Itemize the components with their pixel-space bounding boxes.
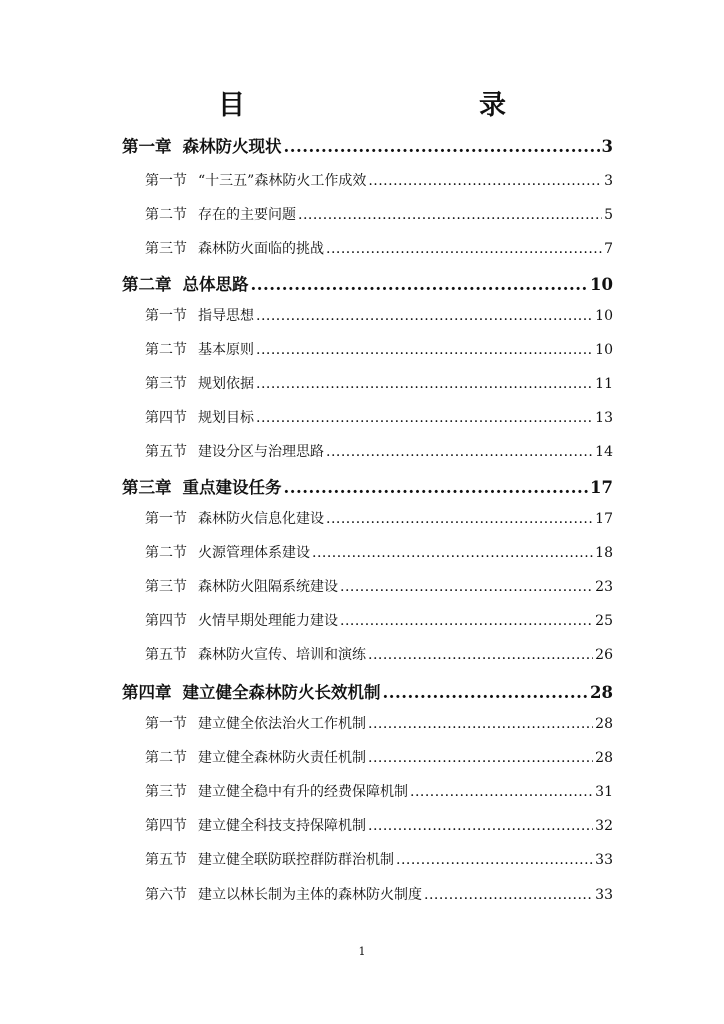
toc-page-number: 3 [604, 173, 613, 189]
toc-chapter-entry[interactable] [122, 474, 613, 498]
toc-entry-text: 存在的主要问题 [198, 207, 296, 223]
toc-entry-number: 第二节 [145, 545, 187, 561]
toc-entry-label [145, 815, 366, 835]
toc-entry-label [145, 849, 394, 869]
toc-entry-number: 第一章 [122, 137, 172, 156]
toc-dot-leader [326, 511, 593, 527]
toc-dot-leader [256, 410, 593, 426]
toc-section-entry[interactable] [145, 713, 613, 733]
toc-page-number: 10 [595, 342, 613, 358]
toc-entry-number: 第三节 [145, 784, 187, 800]
toc-title: 目 录 [218, 90, 566, 121]
toc-entry-label [145, 747, 366, 767]
toc-entry-text: “十三五”森林防火工作成效 [198, 173, 367, 189]
toc-entry-number: 第五节 [145, 444, 187, 460]
toc-entry-number: 第四节 [145, 818, 187, 834]
toc-entry-label [145, 713, 366, 733]
toc-entry-label [145, 644, 366, 664]
toc-entry-number: 第二节 [145, 750, 187, 766]
toc-page-number: 32 [595, 818, 613, 834]
toc-dot-leader [326, 241, 602, 257]
toc-entry-label [145, 339, 254, 359]
toc-entry-number: 第四节 [145, 410, 187, 426]
toc-page-number: 31 [595, 784, 613, 800]
toc-section-entry[interactable] [145, 204, 613, 224]
toc-dot-leader [340, 579, 593, 595]
toc-dot-leader [410, 784, 593, 800]
toc-page-number: 5 [604, 207, 613, 223]
toc-entry-number: 第五节 [145, 852, 187, 868]
toc-entry-text: 火情早期处理能力建设 [198, 613, 338, 629]
toc-dot-leader [368, 173, 602, 189]
toc-entry-number: 第一节 [145, 511, 187, 527]
toc-dot-leader [284, 478, 589, 497]
toc-entry-text: 建立健全科技支持保障机制 [198, 818, 366, 834]
toc-entry-number: 第三节 [145, 376, 187, 392]
toc-section-entry[interactable] [145, 781, 613, 801]
toc-section-entry[interactable] [145, 373, 613, 393]
toc-entry-text: 森林防火现状 [182, 137, 282, 156]
toc-entry-text: 重点建设任务 [182, 478, 282, 497]
toc-page-number: 17 [595, 511, 613, 527]
toc-entry-number: 第一节 [145, 716, 187, 732]
toc-dot-leader [340, 613, 593, 629]
toc-section-entry[interactable] [145, 508, 613, 528]
toc-entry-number: 第一节 [145, 173, 187, 189]
toc-section-entry[interactable] [145, 170, 613, 190]
toc-dot-leader [368, 716, 593, 732]
toc-section-entry[interactable] [145, 238, 613, 258]
toc-section-entry[interactable] [145, 305, 613, 325]
toc-page-number: 17 [590, 478, 613, 497]
toc-entry-number: 第三节 [145, 241, 187, 257]
toc-entry-number: 第二章 [122, 275, 172, 294]
toc-dot-leader [396, 852, 593, 868]
toc-dot-leader [251, 275, 589, 294]
toc-section-entry[interactable] [145, 644, 613, 664]
toc-entry-text: 森林防火面临的挑战 [198, 241, 324, 257]
toc-dot-leader [256, 308, 593, 324]
toc-section-entry[interactable] [145, 441, 613, 461]
toc-chapter-entry[interactable] [122, 679, 613, 703]
toc-entry-label [145, 204, 296, 224]
toc-entry-label [122, 271, 249, 295]
toc-page-number: 25 [595, 613, 613, 629]
toc-page-number: 28 [590, 683, 613, 702]
toc-entry-text: 建立健全森林防火长效机制 [182, 683, 381, 702]
toc-entry-label [145, 884, 422, 904]
toc-entry-number: 第四章 [122, 683, 172, 702]
toc-entry-text: 规划目标 [198, 410, 254, 426]
toc-entry-label [145, 441, 324, 461]
toc-dot-leader [256, 342, 593, 358]
toc-entry-label [145, 508, 324, 528]
toc-chapter-entry[interactable] [122, 133, 613, 157]
toc-entry-number: 第二节 [145, 207, 187, 223]
toc-dot-leader [368, 818, 593, 834]
toc-entry-text: 建立健全稳中有升的经费保障机制 [198, 784, 408, 800]
page-number: 1 [358, 945, 366, 958]
toc-entry-text: 规划依据 [198, 376, 254, 392]
toc-section-entry[interactable] [145, 884, 613, 904]
toc-entry-text: 建设分区与治理思路 [198, 444, 324, 460]
toc-section-entry[interactable] [145, 610, 613, 630]
toc-section-entry[interactable] [145, 407, 613, 427]
toc-entry-text: 建立健全依法治火工作机制 [198, 716, 366, 732]
toc-entry-text: 总体思路 [182, 275, 249, 294]
toc-entry-number: 第三章 [122, 478, 172, 497]
toc-entry-number: 第六节 [145, 887, 187, 903]
toc-page-number: 10 [590, 275, 613, 294]
toc-dot-leader [312, 545, 593, 561]
toc-entry-number: 第三节 [145, 579, 187, 595]
toc-entry-label [145, 373, 254, 393]
toc-entry-text: 建立健全联防联控群防群治机制 [198, 852, 394, 868]
toc-entry-number: 第四节 [145, 613, 187, 629]
toc-page-number: 28 [595, 750, 613, 766]
toc-page-number: 13 [595, 410, 613, 426]
toc-entry-label [122, 679, 381, 703]
toc-dot-leader [298, 207, 602, 223]
toc-page-number: 10 [595, 308, 613, 324]
toc-section-entry[interactable] [145, 542, 613, 562]
toc-dot-leader [326, 444, 593, 460]
toc-entry-label [145, 238, 324, 258]
toc-page-number: 28 [595, 716, 613, 732]
toc-dot-leader [383, 683, 589, 702]
toc-section-entry[interactable] [145, 849, 613, 869]
toc-page-number: 26 [595, 647, 613, 663]
toc-dot-leader [284, 137, 600, 156]
toc-section-entry[interactable] [145, 339, 613, 359]
toc-page-number: 14 [595, 444, 613, 460]
toc-section-entry[interactable] [145, 747, 613, 767]
toc-entry-label [122, 133, 282, 157]
toc-entry-label [145, 781, 408, 801]
toc-entry-label [145, 610, 338, 630]
toc-page-number: 7 [604, 241, 613, 257]
toc-entry-label [122, 474, 282, 498]
toc-entry-text: 火源管理体系建设 [198, 545, 310, 561]
toc-entry-label [145, 576, 338, 596]
toc-page-number: 33 [595, 852, 613, 868]
toc-entry-number: 第五节 [145, 647, 187, 663]
toc-dot-leader [424, 887, 593, 903]
toc-entry-text: 森林防火宣传、培训和演练 [198, 647, 366, 663]
toc-page-number: 23 [595, 579, 613, 595]
toc-entry-label [145, 305, 254, 325]
toc-chapter-entry[interactable] [122, 271, 613, 295]
toc-entry-text: 基本原则 [198, 342, 254, 358]
toc-entry-text: 森林防火信息化建设 [198, 511, 324, 527]
toc-entry-text: 指导思想 [198, 308, 254, 324]
toc-dot-leader [368, 750, 593, 766]
toc-page-number: 3 [601, 137, 613, 156]
toc-entry-label [145, 542, 310, 562]
toc-section-entry[interactable] [145, 815, 613, 835]
toc-dot-leader [368, 647, 593, 663]
toc-page-number: 33 [595, 887, 613, 903]
toc-entry-text: 建立以林长制为主体的森林防火制度 [198, 887, 422, 903]
toc-page-number: 11 [595, 376, 613, 392]
toc-entry-number: 第二节 [145, 342, 187, 358]
toc-entry-label [145, 407, 254, 427]
toc-entry-text: 建立健全森林防火责任机制 [198, 750, 366, 766]
toc-entry-text: 森林防火阻隔系统建设 [198, 579, 338, 595]
toc-entry-number: 第一节 [145, 308, 187, 324]
toc-page-number: 18 [595, 545, 613, 561]
toc-dot-leader [256, 376, 593, 392]
toc-section-entry[interactable] [145, 576, 613, 596]
toc-entry-label [145, 170, 366, 190]
